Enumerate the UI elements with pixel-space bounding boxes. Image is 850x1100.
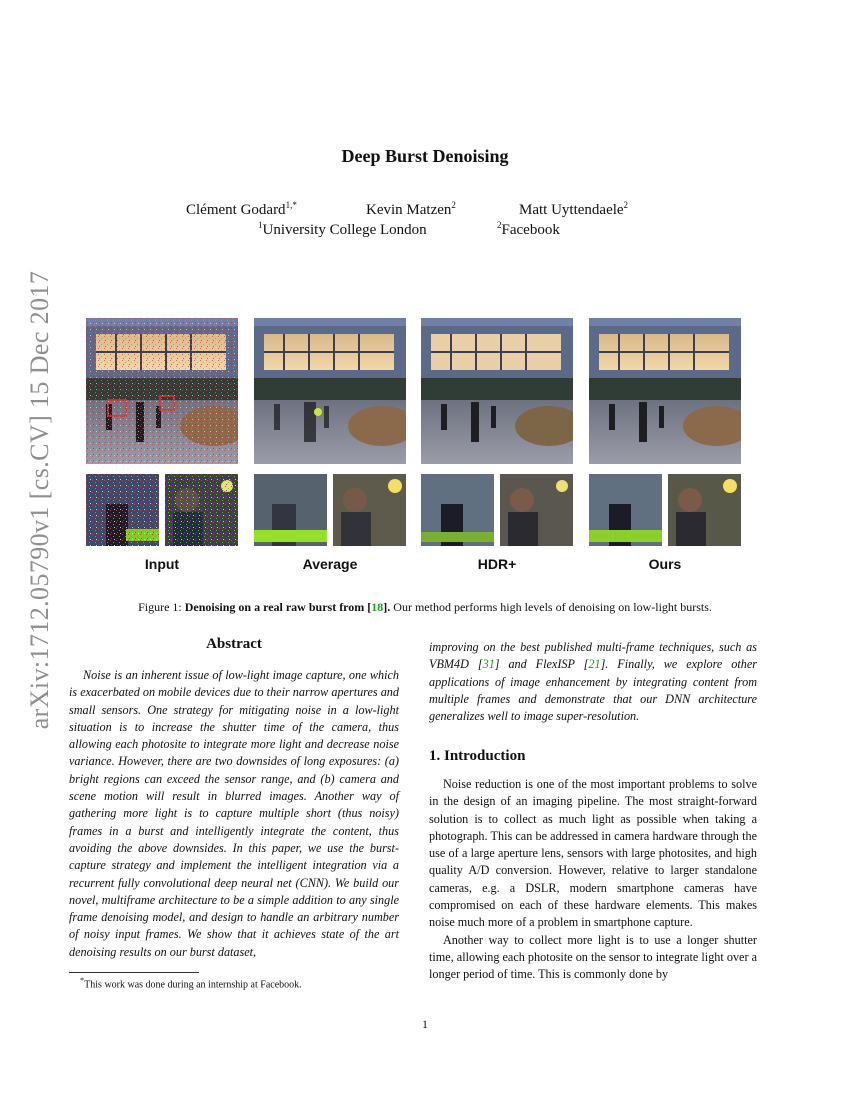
figure-image-input bbox=[86, 318, 238, 464]
author-1: Clément Godard$^{1,*}$ bbox=[186, 200, 297, 218]
introduction-heading: 1. Introduction bbox=[429, 748, 526, 764]
author-3: Matt Uyttendaele$^2$ bbox=[519, 200, 629, 218]
label-input: Input bbox=[144, 556, 180, 572]
crop-average-2 bbox=[333, 474, 406, 546]
citation-link[interactable]: 18 bbox=[371, 600, 384, 614]
paper-title: Deep Burst Denoising bbox=[341, 146, 509, 166]
crop-input-2 bbox=[165, 474, 238, 546]
citation-link[interactable]: 31 bbox=[482, 657, 495, 672]
figure-caption: Figure 1: Denoising on a real raw burst from [18]. Our method performs high levels of denoising on low-light bursts. bbox=[138, 600, 712, 614]
page-number: 1 bbox=[422, 1017, 428, 1031]
crop-average-1 bbox=[254, 474, 327, 546]
citation-link[interactable]: 21 bbox=[588, 657, 601, 672]
footnote: *This work was done during an internship at Facebook. bbox=[80, 976, 302, 991]
intro-paragraph-1: Noise reduction is one of the most important problems to solve in the design of an imaging pipeline. The most straight-forward solution is to collect as much light as possible when taking a photograph. This can be addressed in camera hardware through the use of a large aperture lens, sensors with large photosites, and high quality A/D conversion. However, relative to larger standalone cameras, e.g. a DSLR, modern smartphone cameras have compromised on each of these hardware elements. This makes noise much more of a problem in smartphone capture. bbox=[429, 777, 757, 930]
figure-image-average bbox=[254, 318, 406, 464]
author-2: Kevin Matzen$^2$ bbox=[366, 200, 456, 218]
crop-ours-1 bbox=[589, 474, 662, 546]
figure-image-hdrplus bbox=[421, 318, 573, 464]
intro-paragraph-2: Another way to collect more light is to use a longer shutter time, allowing each photosite on the sensor to integrate light over a longer period of time. This is commonly done by bbox=[429, 932, 757, 982]
arxiv-id: arXiv:1712.05790v1 [cs.CV] 15 Dec 2017 bbox=[25, 270, 54, 730]
label-average: Average bbox=[302, 556, 358, 572]
abstract-section bbox=[69, 636, 399, 961]
crop-ours-2 bbox=[668, 474, 741, 546]
crop-input-1 bbox=[86, 474, 159, 546]
arxiv-stamp bbox=[20, 270, 60, 730]
label-hdrplus: HDR+ bbox=[477, 556, 517, 572]
abstract-continued: improving on the best published multi-frame techniques, such as VBM4D [31] and FlexISP [21]. Finally, we explore other applications of image enhancement by integrating content from multiple frames and demonstrate that our DNN architecture generalizes well to image super-resolution. bbox=[429, 640, 757, 724]
footnote-rule bbox=[69, 972, 199, 973]
crop-hdrplus-1 bbox=[421, 474, 494, 546]
figure-image-ours bbox=[589, 318, 741, 464]
affiliation-2: $^2$Facebook bbox=[497, 220, 560, 238]
crop-hdrplus-2 bbox=[500, 474, 573, 546]
abstract-text: Noise is an inherent issue of low-light image capture, one which is exacerbated on mobile devices due to their narrow apertures and small sensors. One strategy for mitigating noise in a low-light situation is to increase the shutter time of the camera, thus allowing each photosite to integrate more light and decrease noise variance. However, there are two downsides of long exposures: (a) bright regions can exceed the sensor range, and (b) camera and scene motion will result in blurred images. Another way of gathering more light is to capture multiple short (thus noisy) frames in a burst and intelligently integrate the content, thus avoiding the above downsides. In this paper, we use the burst-capture strategy and implement the intelligent integration via a recurrent fully convolutional deep neural net (CNN). We build our novel, multiframe architecture to be a simple addition to any single frame denoising model, and design to handle an arbitrary number of noisy input frames. We show that it achieves state of the art denoising results on our burst dataset, bbox=[69, 668, 399, 959]
affiliation-1: $^1$University College London bbox=[258, 220, 427, 238]
introduction-section bbox=[429, 776, 757, 984]
label-ours: Ours bbox=[648, 556, 682, 572]
abstract-heading: Abstract bbox=[206, 636, 262, 652]
